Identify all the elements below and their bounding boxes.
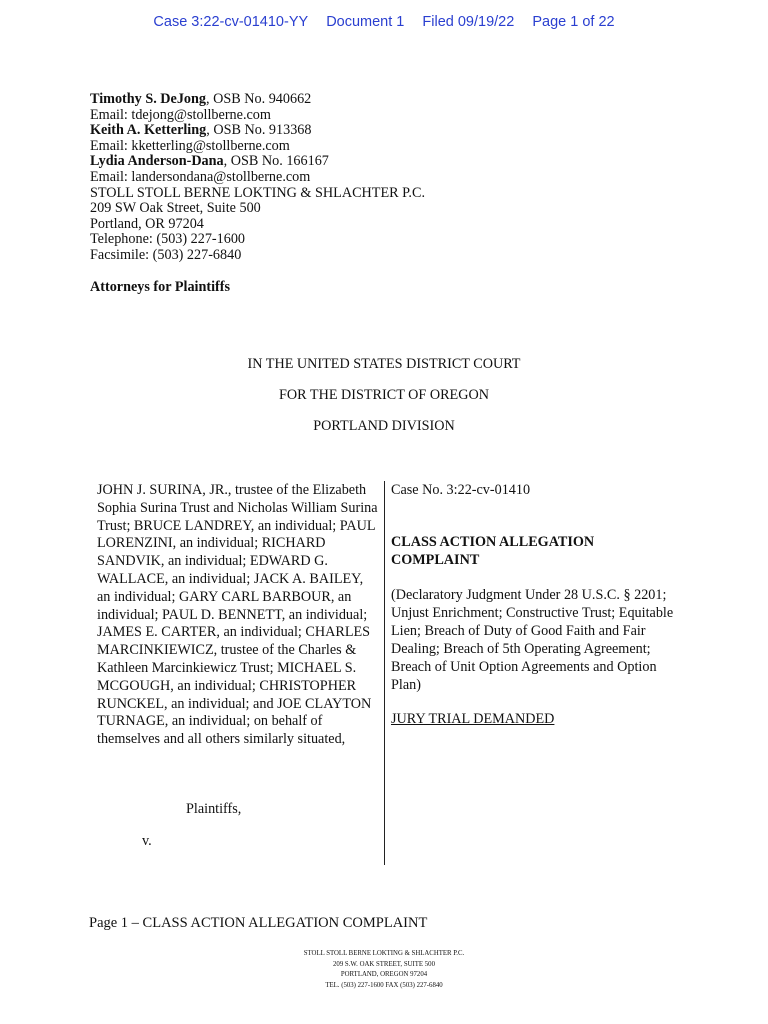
attorney-email: Email: kketterling@stollberne.com xyxy=(90,137,290,154)
firm-footer-street: 209 S.W. OAK STREET, SUITE 500 xyxy=(333,960,435,968)
caption-parties: JOHN J. SURINA, JR., trustee of the Elizabeth Sophia Surina Trust and Nicholas William Surina Trust; BRUCE LANDREY, an individual; PAUL LORENZINI, an individual; RICHARD SANDVIK, an individual; EDWARD G. WALLACE, an individual; JACK A. BAILEY, an individual; GARY CARL BARBOUR, an individual; PAUL D. BENNETT, an individual; JAMES E. CARTER, an individual; CHARLES MARCINKIEWICZ, trustee of the Charles & Kathleen Marcinkiewicz Trust; MICHAEL S. MCGOUGH, an individual; CHRISTOPHER RUNCKEL, an individual; and JOE CLAYTON TURNAGE, an individual; on behalf of themselves and all others similarly situated, xyxy=(97,482,378,748)
attorney-email: Email: landersondana@stollberne.com xyxy=(90,168,311,185)
attorney-osb: , OSB No. 913368 xyxy=(206,122,312,139)
firm-city: Portland, OR 97204 xyxy=(90,215,204,232)
claims-description: (Declaratory Judgment Under 28 U.S.C. § 2201; Unjust Enrichment; Constructive Trust; Equitable Lien; Breach of Duty of Good Faith and Fair Dealing; Breach of 5th Operating Agreement; Breach of Unit Option Agreements and Option Plan) xyxy=(391,587,674,693)
firm-facsimile: Facsimile: (503) 227-6840 xyxy=(90,246,242,263)
firm-footer-name: STOLL STOLL BERNE LOKTING & SHLACHTER P.C. xyxy=(303,950,465,957)
ecf-page-count: Page 1 of 22 xyxy=(532,14,615,30)
attorney-name: Lydia Anderson-Dana xyxy=(90,153,224,170)
court-division-heading: PORTLAND DIVISION xyxy=(313,418,455,434)
caption-divider xyxy=(384,481,385,865)
attorney-name-line xyxy=(90,123,425,139)
firm-footer-phone: TEL. (503) 227-1600 FAX (503) 227-6840 xyxy=(325,981,443,989)
ecf-case-number: Case 3:22-cv-01410-YY xyxy=(153,14,309,30)
firm-name: STOLL STOLL BERNE LOKTING & SHLACHTER P.C. xyxy=(90,184,425,201)
attorney-name-line xyxy=(90,92,425,108)
attorney-name: Keith A. Ketterling xyxy=(90,122,207,139)
court-district-heading: FOR THE DISTRICT OF OREGON xyxy=(279,387,489,403)
ecf-filed-date: Filed 09/19/22 xyxy=(422,14,515,30)
plaintiffs-label: Plaintiffs, xyxy=(186,801,242,817)
page-footer-title: Page 1 – CLASS ACTION ALLEGATION COMPLAINT xyxy=(89,915,428,931)
ecf-filing-header xyxy=(0,14,768,30)
attorney-osb: , OSB No. 166167 xyxy=(223,153,329,170)
attorneys-for-label: Attorneys for Plaintiffs xyxy=(90,279,231,295)
versus-label: v. xyxy=(142,833,152,849)
attorney-name: Timothy S. DeJong xyxy=(90,91,207,107)
attorney-osb: , OSB No. 940662 xyxy=(206,91,312,107)
ecf-document-number: Document 1 xyxy=(326,14,405,30)
case-number: Case No. 3:22-cv-01410 xyxy=(391,482,531,498)
firm-footer-city: PORTLAND, OREGON 97204 xyxy=(340,971,428,979)
court-name-heading: IN THE UNITED STATES DISTRICT COURT xyxy=(247,356,521,372)
attorney-email: Email: tdejong@stollberne.com xyxy=(90,106,271,123)
firm-telephone: Telephone: (503) 227-1600 xyxy=(90,231,246,248)
firm-footer xyxy=(0,949,768,991)
firm-street: 209 SW Oak Street, Suite 500 xyxy=(90,200,261,217)
attorney-block xyxy=(90,92,425,264)
jury-demand: JURY TRIAL DEMANDED xyxy=(391,711,555,727)
document-title: CLASS ACTION ALLEGATION COMPLAINT xyxy=(391,534,595,568)
attorney-name-line xyxy=(90,154,425,170)
